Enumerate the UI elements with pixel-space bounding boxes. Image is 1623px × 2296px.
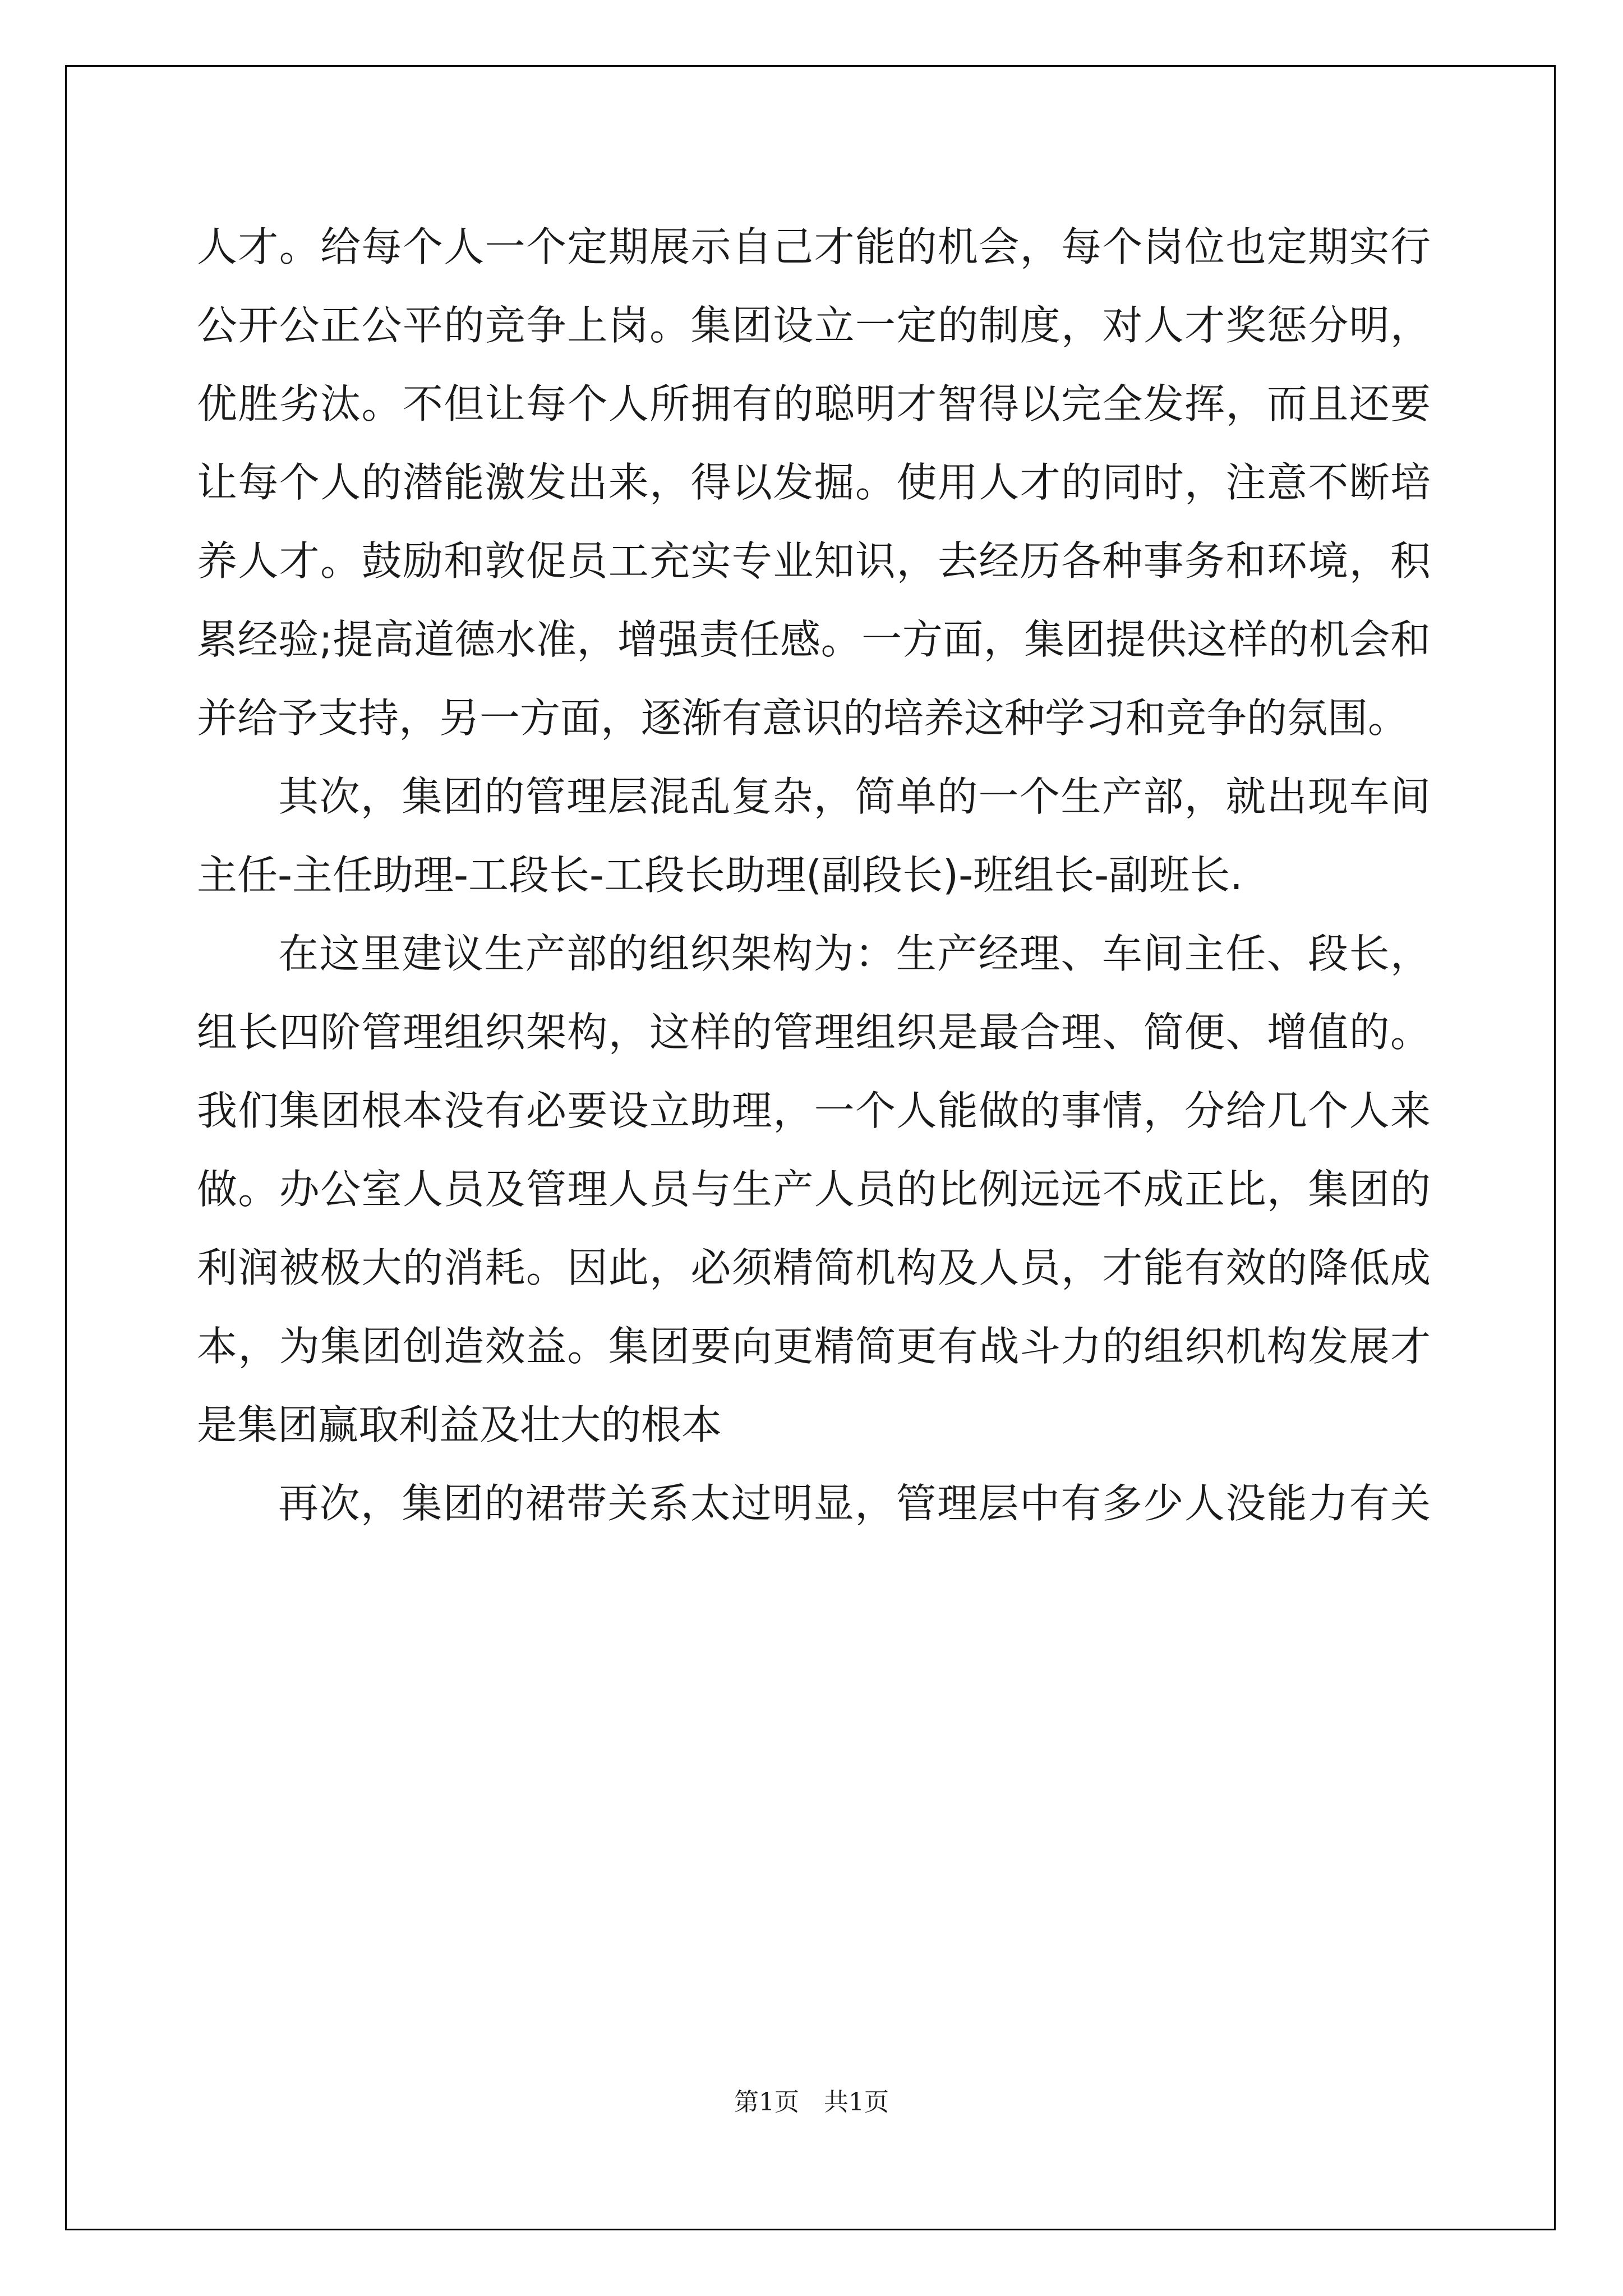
- body-line-7: 并给予支持，另一方面，逐渐有意识的培养这种学习和竞争的氛围。: [197, 694, 1409, 742]
- body-line-6: 累经验;提高道德水准，增强责任感。一方面，集团提供这样的机会和: [197, 616, 1431, 663]
- body-line-1: 人才。给每个人一个定期展示自己才能的机会，每个岗位也定期实行: [197, 223, 1431, 270]
- body-line-3: 优胜劣汰。不但让每个人所拥有的聪明才智得以完全发挥，而且还要: [197, 380, 1431, 427]
- body-line-4: 让每个人的潜能激发出来，得以发掘。使用人才的同时，注意不断培: [197, 459, 1431, 506]
- paragraph-3-line-1: 在这里建议生产部的组织架构为：生产经理、车间主任、段长，: [278, 930, 1431, 977]
- paragraph-4-line-1: 再次，集团的裙带关系太过明显，管理层中有多少人没能力有关: [278, 1480, 1431, 1527]
- paragraph-3-line-2: 组长四阶管理组织架构，这样的管理组织是最合理、简便、增值的。: [197, 1009, 1431, 1056]
- paragraph-2-line-1: 其次，集团的管理层混乱复杂，简单的一个生产部，就出现车间: [278, 773, 1431, 820]
- paragraph-3-line-5: 利润被极大的消耗。因此，必须精简机构及人员，才能有效的降低成: [197, 1244, 1431, 1291]
- paragraph-3-line-7: 是集团赢取利益及壮大的根本: [197, 1401, 722, 1448]
- paragraph-3-line-3: 我们集团根本没有必要设立助理，一个人能做的事情，分给几个人来: [197, 1087, 1431, 1134]
- body-line-5: 养人才。鼓励和敦促员工充实专业知识，去经历各种事务和环境，积: [197, 537, 1431, 585]
- paragraph-2-line-2: 主任-主任助理-工段长-工段长助理(副段长)-班组长-副班长.: [197, 852, 1243, 899]
- paragraph-3-line-6: 本，为集团创造效益。集团要向更精简更有战斗力的组织机构发展才: [197, 1323, 1431, 1370]
- paragraph-3-line-4: 做。办公室人员及管理人员与生产人员的比例远远不成正比，集团的: [197, 1166, 1431, 1213]
- page-footer: 第1页 共1页: [734, 2088, 889, 2116]
- body-line-2: 公开公正公平的竞争上岗。集团设立一定的制度，对人才奖惩分明，: [197, 302, 1431, 349]
